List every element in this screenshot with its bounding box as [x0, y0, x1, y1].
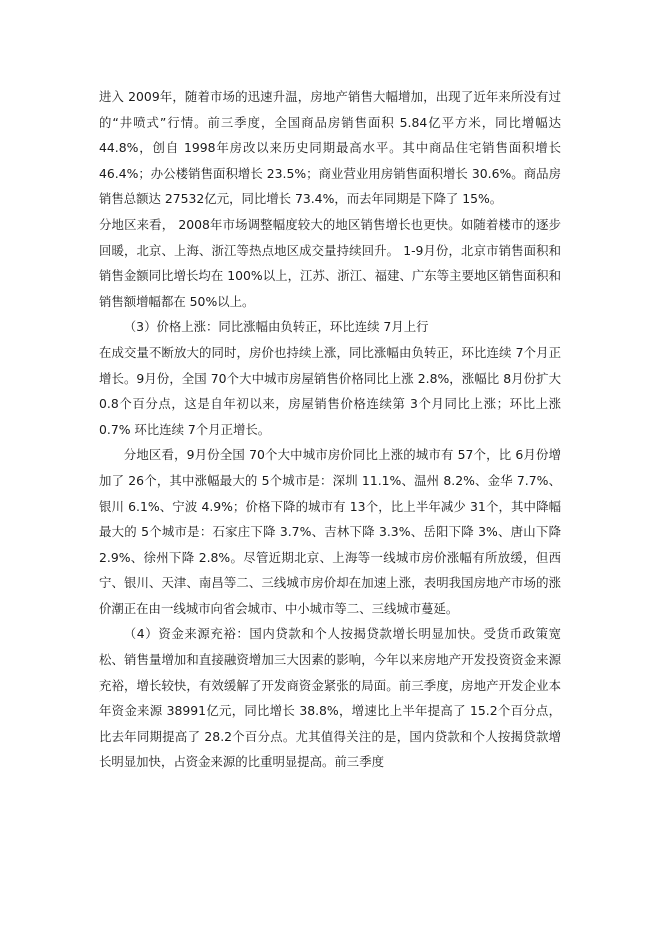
document-body — [99, 84, 561, 775]
paragraph-sales-growth: 进入 2009年，随着市场的迅速升温，房地产销售大幅增加，出现了近年来所没有过的“井喷式”行情。前三季度，全国商品房销售面积 5.84亿平方米，同比增幅达 44.8%，创自 1998年房改以来历史同期最高水平。其中商品住宅销售面积增长 46.4%；办公楼销售面积增长 23.5%；商业营业用房销售面积增长 30.6%。商品房销售总额达 27532亿元，同比增长 73.4%，而去年同期是下降了 15%。 — [99, 89, 561, 207]
section-heading-price: （3）价格上涨：同比涨幅由负转正，环比连续 7月上行 — [123, 319, 429, 335]
paragraph-price-detail: 在成交量不断放大的同时，房价也持续上涨，同比涨幅由负转正，环比连续 7个月正增长。9月份，全国 70个大中城市房屋销售价格同比上涨 2.8%，涨幅比 8月份扩大 0.8个百分点，这是自年初以来，房屋销售价格连续第 3个月同比上涨；环比上涨 0.7% 环比连续 7个月正增长。 — [99, 344, 561, 437]
paragraph-regional-sales: 分地区来看， 2008年市场调整幅度较大的地区销售增长也更快。如随着楼市的逐步回暖，北京、上海、浙江等热点地区成交量持续回升。 1-9月份，北京市销售面积和销售金额同比增长均在 100%以上，江苏、浙江、福建、广东等主要地区销售面积和销售额增幅都在 50%以上。 — [99, 216, 561, 309]
paragraph-regional-prices: 分地区看，9月份全国 70个大中城市房价同比上涨的城市有 57个，比 6月份增加了 26个，其中涨幅最大的 5个城市是：深圳 11.1%、温州 8.2%、金华 7.7%、银川 6.1%、宁波 4.9%；价格下降的城市有 13个，比上半年减少 31个，其中降幅最大的 5个城市是：石家庄下降 3.7%、吉林下降 3.3%、岳阳下降 3%、唐山下降 2.9%、徐州下降 2.8%。尽管近期北京、上海等一线城市房价涨幅有所放缓，但西宁、银川、天津、南昌等二、三线城市房价却在加速上涨，表明我国房地产市场的涨价潮正在由一线城市向省会城市、中小城市等二、三线城市蔓延。 — [99, 447, 561, 616]
paragraph-funding: （4）资金来源充裕：国内贷款和个人按揭贷款增长明显加快。受货币政策宽松、销售量增加和直接融资增加三大因素的影响，今年以来房地产开发投资资金来源充裕，增长较快，有效缓解了开发商资金紧张的局面。前三季度，房地产开发企业本年资金来源 38991亿元，同比增长 38.8%，增速比上半年提高了 15.2个百分点，比去年同期提高了 28.2个百分点。尤其值得关注的是，国内贷款和个人按揭贷款增长明显加快，占资金来源的比重明显提高。前三季度 — [99, 626, 561, 770]
